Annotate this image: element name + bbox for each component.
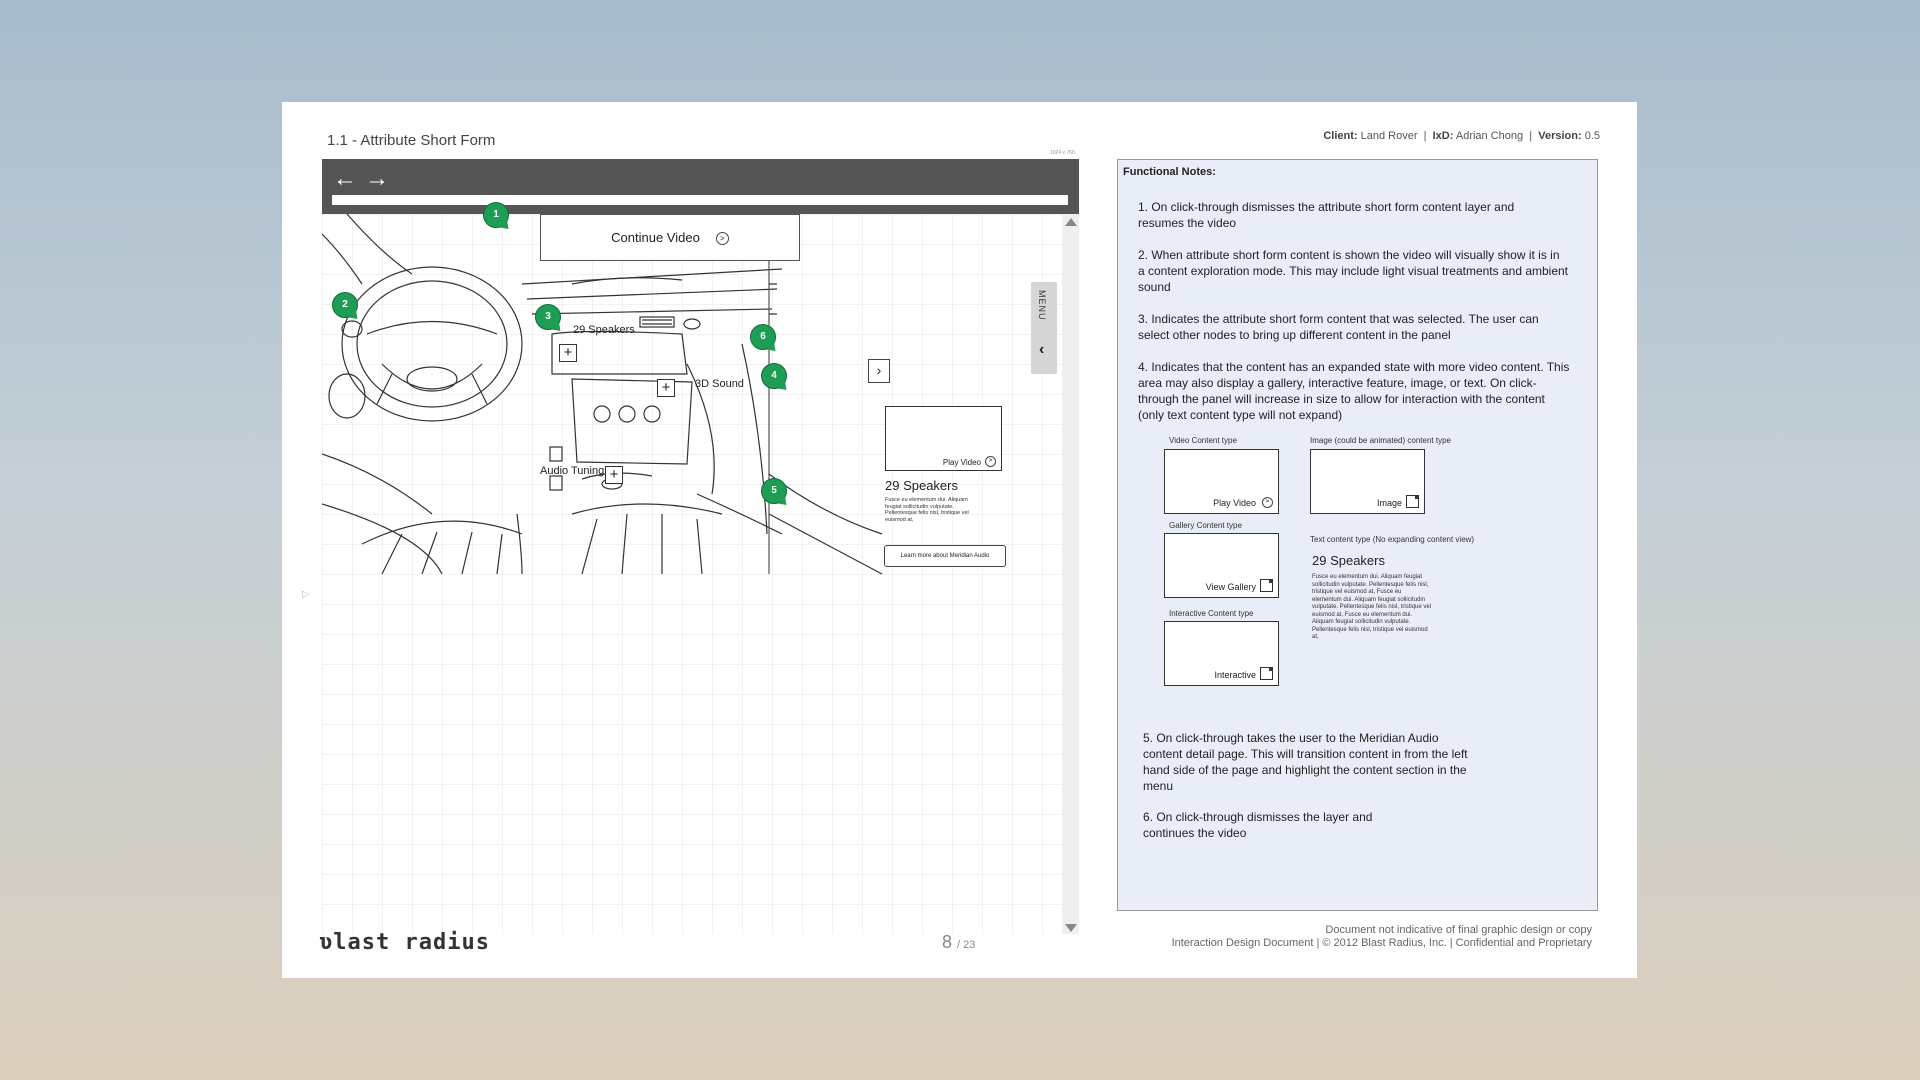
footer-disclaimer: Document not indicative of final graphic design or copy xyxy=(1325,924,1592,936)
document-page xyxy=(282,102,1637,978)
play-icon: > xyxy=(985,456,996,467)
back-arrow-icon[interactable]: ← xyxy=(333,165,357,192)
video-viewport xyxy=(302,209,1062,934)
document-meta: Client: Land Rover | IxD: Adrian Chong | Version: 0.5 xyxy=(1323,130,1600,142)
callout-3: 3 xyxy=(535,304,561,330)
menu-tab[interactable] xyxy=(1031,282,1057,374)
client-label: Client: xyxy=(1323,130,1358,142)
callout-5: 5 xyxy=(761,478,787,504)
chevron-left-icon: ‹ xyxy=(1039,341,1045,358)
page-total: / 23 xyxy=(957,939,976,951)
ixd-value: Adrian Chong xyxy=(1455,130,1524,142)
wireframe-browser xyxy=(302,150,1079,934)
note-2: 2. When attribute short form content is shown the video will visually show it is in a content exploration mode. This may include light visual treatments and ambient sound xyxy=(1138,248,1569,294)
expand-icon xyxy=(1260,667,1273,680)
callout-1: 1 xyxy=(483,202,509,228)
interactive-type-box xyxy=(1164,621,1279,686)
play-video-label: Play Video xyxy=(942,458,981,467)
notes-title: Functional Notes: xyxy=(1123,166,1216,178)
version-value: 0.5 xyxy=(1584,130,1600,142)
callout-2: 2 xyxy=(332,292,358,318)
sound-hotspot[interactable]: + xyxy=(657,379,675,397)
screen-dimensions: 1024 x 768 xyxy=(1050,150,1075,156)
scroll-up-arrow-icon[interactable] xyxy=(1065,218,1077,226)
callout-4: 4 xyxy=(761,363,787,389)
steering-wheel-outer xyxy=(342,267,522,421)
note-6: 6. On click-through dismisses the layer and continues the video xyxy=(1143,810,1373,840)
menu-label: MENU xyxy=(1037,290,1047,321)
image-type-label: Image (could be animated) content type xyxy=(1310,436,1451,445)
client-value: Land Rover xyxy=(1360,130,1418,142)
video-type-box xyxy=(1164,449,1279,514)
play-icon: > xyxy=(1262,497,1273,508)
side-marker-icon: ▷ xyxy=(302,589,310,600)
close-layer-button[interactable] xyxy=(868,359,890,383)
scroll-down-arrow-icon[interactable] xyxy=(1065,924,1077,932)
audio-tuning-hotspot-label: Audio Tuning xyxy=(540,465,605,477)
page-current: 8 xyxy=(942,932,953,952)
image-type-box xyxy=(1310,449,1425,514)
interactive-type-label: Interactive Content type xyxy=(1169,609,1254,618)
continue-video-button[interactable] xyxy=(540,214,800,261)
expand-icon xyxy=(1406,495,1419,508)
note-4: 4. Indicates that the content has an expanded state with more video content. This area may also display a gallery, interactive feature, image, or text. On click-through the panel will increase in size to allow for interaction with the content (only text content type will not expand) xyxy=(1138,360,1570,422)
brand-logo: ʋlast radius xyxy=(319,930,490,955)
chevron-right-icon: › xyxy=(876,362,882,378)
text-type-label: Text content type (No expanding content view) xyxy=(1310,535,1475,544)
panel-body: Fusce eu elementum dui. Aliquam feugiat sollicitudin vulputate. Pellentesque felis nisl, tristique vel euismod at, xyxy=(885,497,969,523)
video-type-label: Video Content type xyxy=(1169,436,1237,445)
panel-heading: 29 Speakers xyxy=(885,478,958,493)
gallery-type-box xyxy=(1164,533,1279,598)
video-type-action: Play Video xyxy=(1213,498,1256,508)
footer-copyright: Interaction Design Document | © 2012 Blast Radius, Inc. | Confidential and Proprietary xyxy=(1171,937,1592,949)
callout-6: 6 xyxy=(750,324,776,350)
vertical-scrollbar[interactable] xyxy=(1062,214,1079,934)
video-progress-bar[interactable] xyxy=(332,195,1068,205)
version-label: Version: xyxy=(1538,130,1582,142)
speakers-hotspot[interactable]: + xyxy=(559,344,577,362)
expand-icon xyxy=(1260,579,1273,592)
continue-video-label: Continue Video xyxy=(611,230,700,245)
note-1: 1. On click-through dismisses the attribute short form content layer and resumes the video xyxy=(1138,200,1515,230)
functional-notes-panel xyxy=(1117,159,1598,911)
footer-legal xyxy=(1172,924,1592,950)
forward-arrow-icon[interactable]: → xyxy=(365,165,389,192)
audio-tuning-hotspot[interactable]: + xyxy=(605,466,623,484)
speakers-hotspot-label: 29 Speakers xyxy=(573,324,635,336)
gallery-type-action: View Gallery xyxy=(1205,582,1256,592)
gallery-type-label: Gallery Content type xyxy=(1169,521,1242,530)
content-video-box[interactable] xyxy=(885,406,1002,471)
text-type-body: Fusce eu elementum dui. Aliquam feugiat sollicitudin vulputate. Pellentesque felis nisl, tristique vel euismod at, Fusce eu elementum dui. Aliquam feugiat sollicitudin vulputate. Pellentesque felis nisl, tristique vel euismod at, Fusce eu elementum dui. Aliquam feugiat sollicitudin vulputate. Pellentesque felis nisl, tristique vel euismod at, xyxy=(1312,574,1432,640)
note-5: 5. On click-through takes the user to the Meridian Audio content detail page. This will transition content in from the left hand side of the page and highlight the content section in the menu xyxy=(1143,731,1468,793)
text-type-heading: 29 Speakers xyxy=(1312,553,1385,568)
interactive-type-action: Interactive xyxy=(1214,670,1256,680)
page-number xyxy=(942,932,975,953)
image-type-action: Image xyxy=(1376,498,1402,508)
page-title: 1.1 - Attribute Short Form xyxy=(327,132,496,149)
ixd-label: IxD: xyxy=(1432,130,1454,142)
sound-hotspot-label: 3D Sound xyxy=(695,378,744,390)
browser-toolbar xyxy=(322,159,1079,214)
learn-more-button[interactable]: Learn more about Meridian Audio xyxy=(884,545,1006,567)
circle-arrow-icon: > xyxy=(716,232,729,245)
note-3: 3. Indicates the attribute short form content that was selected. The user can select other nodes to bring up different content in the panel xyxy=(1138,312,1539,342)
